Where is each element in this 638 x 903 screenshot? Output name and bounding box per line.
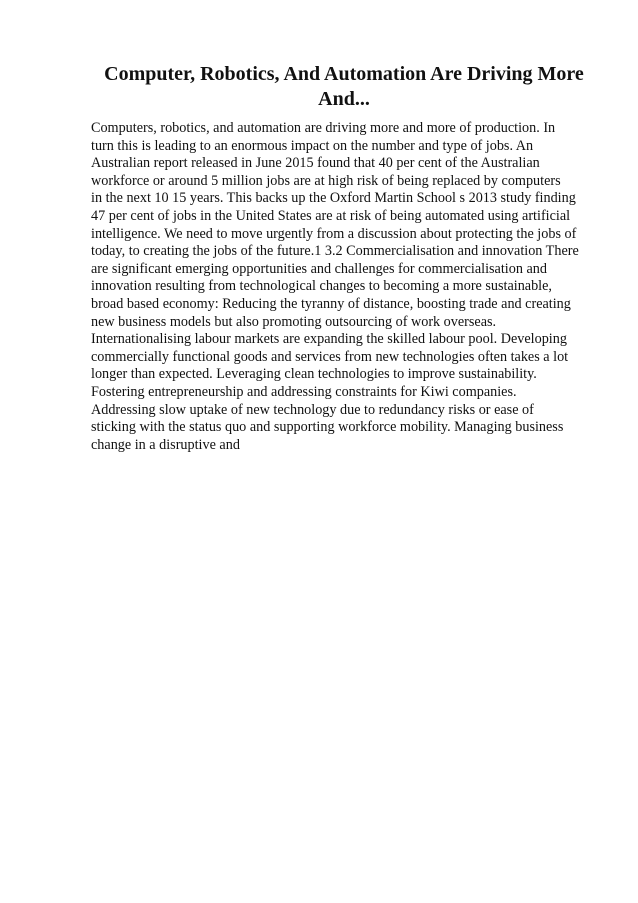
body-line: intelligence. We need to move urgently from a discussion about protecting the jobs of xyxy=(91,225,577,242)
body-line: commercially functional goods and services from new technologies often takes a lot xyxy=(91,348,569,365)
body-paragraph xyxy=(91,120,597,454)
body-line: today, to creating the jobs of the future.1 3.2 Commercialisation and innovation There xyxy=(91,243,579,260)
body-line: longer than expected. Leveraging clean technologies to improve sustainability. xyxy=(91,366,537,383)
body-line: change in a disruptive and xyxy=(91,436,240,453)
body-line: Computers, robotics, and automation are driving more and more of production. In xyxy=(91,120,556,136)
body-line: Fostering entrepreneurship and addressing constraints for Kiwi companies. xyxy=(91,383,517,400)
body-line: workforce or around 5 million jobs are at high risk of being replaced by computers xyxy=(91,172,561,189)
body-line: new business models but also promoting outsourcing of work overseas. xyxy=(91,313,497,330)
body-line: in the next 10 15 years. This backs up the Oxford Martin School s 2013 study finding xyxy=(91,190,576,207)
body-line: sticking with the status quo and supporting workforce mobility. Managing business xyxy=(91,419,564,436)
body-line: Australian report released in June 2015 found that 40 per cent of the Australian xyxy=(91,155,540,172)
body-line: Internationalising labour markets are expanding the skilled labour pool. Developing xyxy=(91,331,567,348)
body-line: Addressing slow uptake of new technology due to redundancy risks or ease of xyxy=(91,401,534,418)
body-line: turn this is leading to an enormous impact on the number and type of jobs. An xyxy=(91,137,534,154)
body-line: are significant emerging opportunities and challenges for commercialisation and xyxy=(91,260,547,277)
page-title: Computer, Robotics, And Automation Are Driving More And... xyxy=(104,63,584,110)
body-line: 47 per cent of jobs in the United States are at risk of being automated using artificial xyxy=(91,207,571,224)
body-line: innovation resulting from technological changes to becoming a more sustainable, xyxy=(91,278,552,295)
body-line: broad based economy: Reducing the tyranny of distance, boosting trade and creating xyxy=(91,295,571,312)
